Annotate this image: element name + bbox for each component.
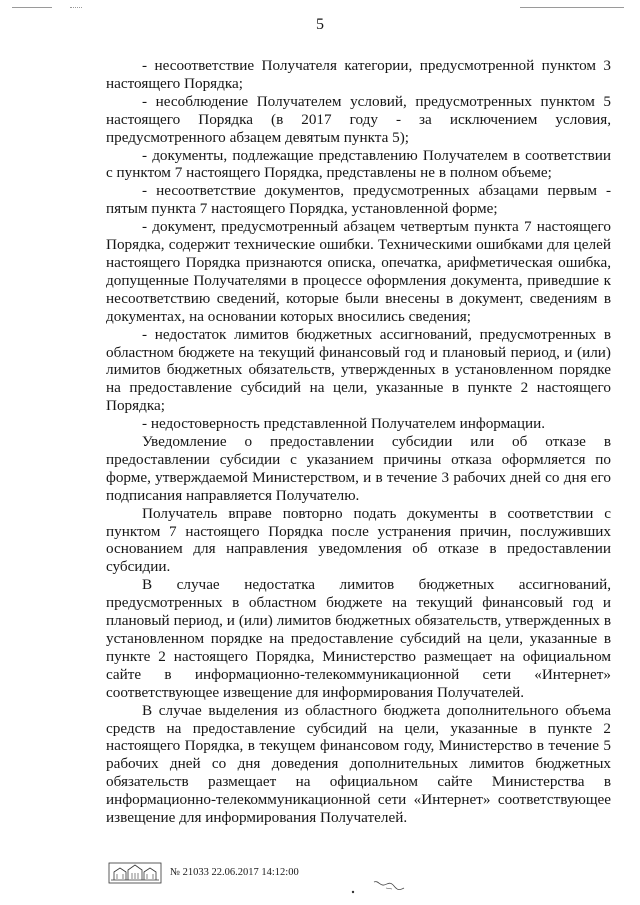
paragraph-resubmission: Получатель вправе повторно подать документы в соответствии с пунктом 7 настоящего Порядка после устранения причин, послуживших основанием для направления уведомления об отказе в предоставлении субсидии. xyxy=(106,504,611,576)
document-footer xyxy=(108,862,408,886)
document-registration-id: № 21033 22.06.2017 14:12:00 xyxy=(170,867,299,878)
paragraph-form-mismatch: - несоответствие документов, предусмотренных абзацами первым - пятым пункта 7 настоящего Порядка, установленной форме; xyxy=(106,182,611,218)
paragraph-documents-incomplete: - документы, подлежащие представлению Получателем в соответствии с пунктом 7 настоящего Порядка, представлены не в полном объеме; xyxy=(106,146,611,182)
ink-dot-mark xyxy=(350,882,356,888)
paragraph-technical-errors: - документ, предусмотренный абзацем четвертым пункта 7 настоящего Порядка, содержит технические ошибки. Техническими ошибками для целей настоящего Порядка признаются описка, опечатка, арифметическая ошибка, допущенные Получателями в процессе оформления документа, приведшие к несоответствию сведений, которые были внесены в документ, сведениям в документах, на основании которых вносились сведения; xyxy=(106,218,611,325)
paragraph-insufficient-limits: В случае недостатка лимитов бюджетных ассигнований, предусмотренных в областном бюджете на текущий финансовый год и плановый период, и (или) лимитов бюджетных обязательств, утвержденных в установленном порядке на предоставление субсидий на цели, указанные в пункте 2 настоящего Порядка, Министерство размещает на официальном сайте в информационно-телекоммуникационной сети «Интернет» соответствующее извещение для информирования Получателей. xyxy=(106,576,611,701)
registration-stamp-icon xyxy=(108,862,162,884)
paragraph-false-information: - недостоверность представленной Получателем информации. xyxy=(142,415,546,433)
document-body xyxy=(106,57,611,827)
paragraph-notification: Уведомление о предоставлении субсидии или об отказе в предоставлении субсидии с указанием причины отказа оформляется по форме, утверждаемой Министерством, и в течение 3 рабочих дней со дня его подписания направляется Получателю. xyxy=(106,433,611,504)
page-number: 5 xyxy=(316,16,324,33)
paragraph-additional-funding: В случае выделения из областного бюджета дополнительного объема средств на предоставление субсидий на цели, указанные в пункте 2 настоящего Порядка, в текущем финансовом году, Министерство в течение 5 рабочих дней со дня доведения дополнительных лимитов бюджетных обязательств размещает на официальном сайте Министерства в информационно-телекоммуникационной сети «Интернет» соответствующее извещение для информирования Получателей. xyxy=(106,701,611,827)
paragraph-conditions-noncompliance: - несоблюдение Получателем условий, предусмотренных пунктом 5 настоящего Порядка (в 2017 году - за исключением условия, предусмотренного абзацем девятым пункта 5); xyxy=(106,92,611,146)
paragraph-category-mismatch: - несоответствие Получателя категории, предусмотренной пунктом 3 настоящего Порядка; xyxy=(106,57,611,92)
paragraph-budget-limits: - недостаток лимитов бюджетных ассигнований, предусмотренных в областном бюджете на текущий финансовый год и плановый период, и (или) лимитов бюджетных обязательств, утвержденных в установленном порядке на предоставление субсидий на цели, указанные в пункте 2 настоящего Порядка; xyxy=(106,325,611,415)
scan-edge-line-right xyxy=(520,7,624,8)
scan-edge-dots xyxy=(70,7,82,8)
signature-mark-icon xyxy=(372,878,406,892)
scan-edge-line-left xyxy=(12,7,52,8)
